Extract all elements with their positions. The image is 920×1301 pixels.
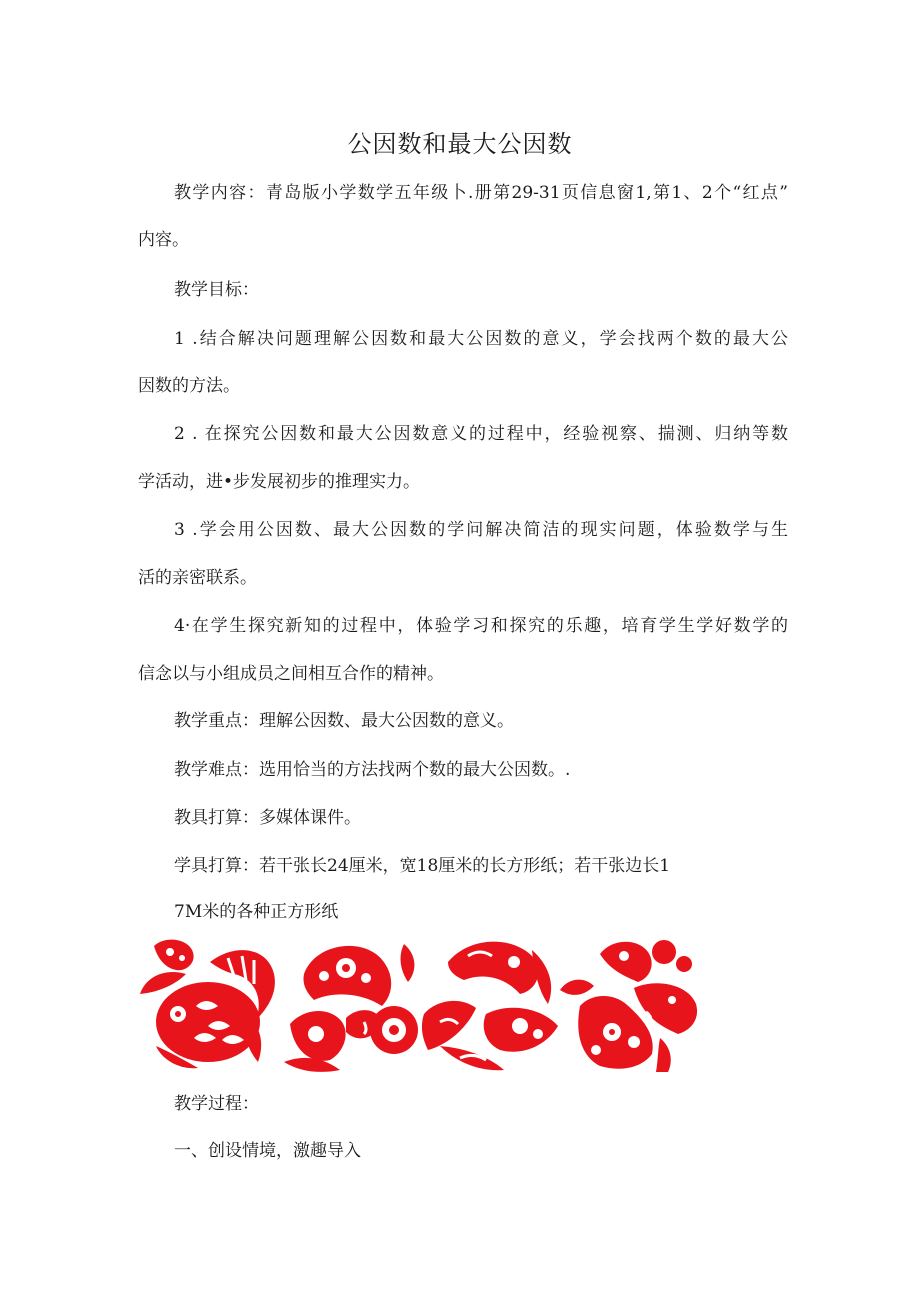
objective-1-line2: 因数的方法。	[138, 376, 240, 396]
objective-4-line2: 信念以与小组成员之间相互合作的精神。	[138, 664, 444, 684]
process-heading: 教学过程：	[174, 1094, 259, 1114]
section-1-heading: 一、创设情境，激趣导入	[174, 1141, 361, 1161]
koi-papercut	[422, 942, 558, 1071]
student-tools-line1: 学具打算：若干张长24厘米，宽18厘米的长方形纸；若干张边长1	[174, 856, 671, 876]
teacher-tools: 教具打算：多媒体课件。	[174, 808, 361, 828]
key-point: 教学重点：理解公因数、最大公因数的意义。	[174, 711, 514, 731]
objective-2-line2: 学活动，进•步发展初步的推理实力。	[138, 472, 421, 492]
objective-3-line2: 活的亲密联系。	[138, 568, 257, 588]
objective-4-line1: 4·在学生探究新知的过程中，体验学习和探究的乐趣，培育学生学好数学的	[174, 616, 788, 636]
teaching-content-line1: 教学内容：青岛版小学数学五年级卜.册第29-31页信息窗1,第1、2个“红点”	[174, 183, 788, 203]
papercut-image-strip	[136, 934, 702, 1076]
objectives-heading: 教学目标：	[174, 280, 259, 300]
objective-1-line1: 1 .结合解决问题理解公因数和最大公因数的意义，学会找两个数的最大公	[174, 329, 788, 349]
teaching-content-line2: 内容。	[138, 230, 189, 250]
student-tools-line2: 7M米的各种正方形纸	[174, 902, 339, 922]
dog-papercut	[560, 940, 697, 1072]
difficult-point: 教学难点：选用恰当的方法找两个数的最大公因数。.	[174, 760, 571, 780]
page-title: 公因数和最大公因数	[347, 130, 573, 158]
objective-3-line1: 3 .学会用公因数、最大公因数的学问解决简洁的现实问题，体验数学与生	[174, 520, 788, 540]
objective-2-line1: 2 . 在探究公因数和最大公因数意义的过程中，经验视察、揣测、归纳等数	[174, 424, 788, 444]
